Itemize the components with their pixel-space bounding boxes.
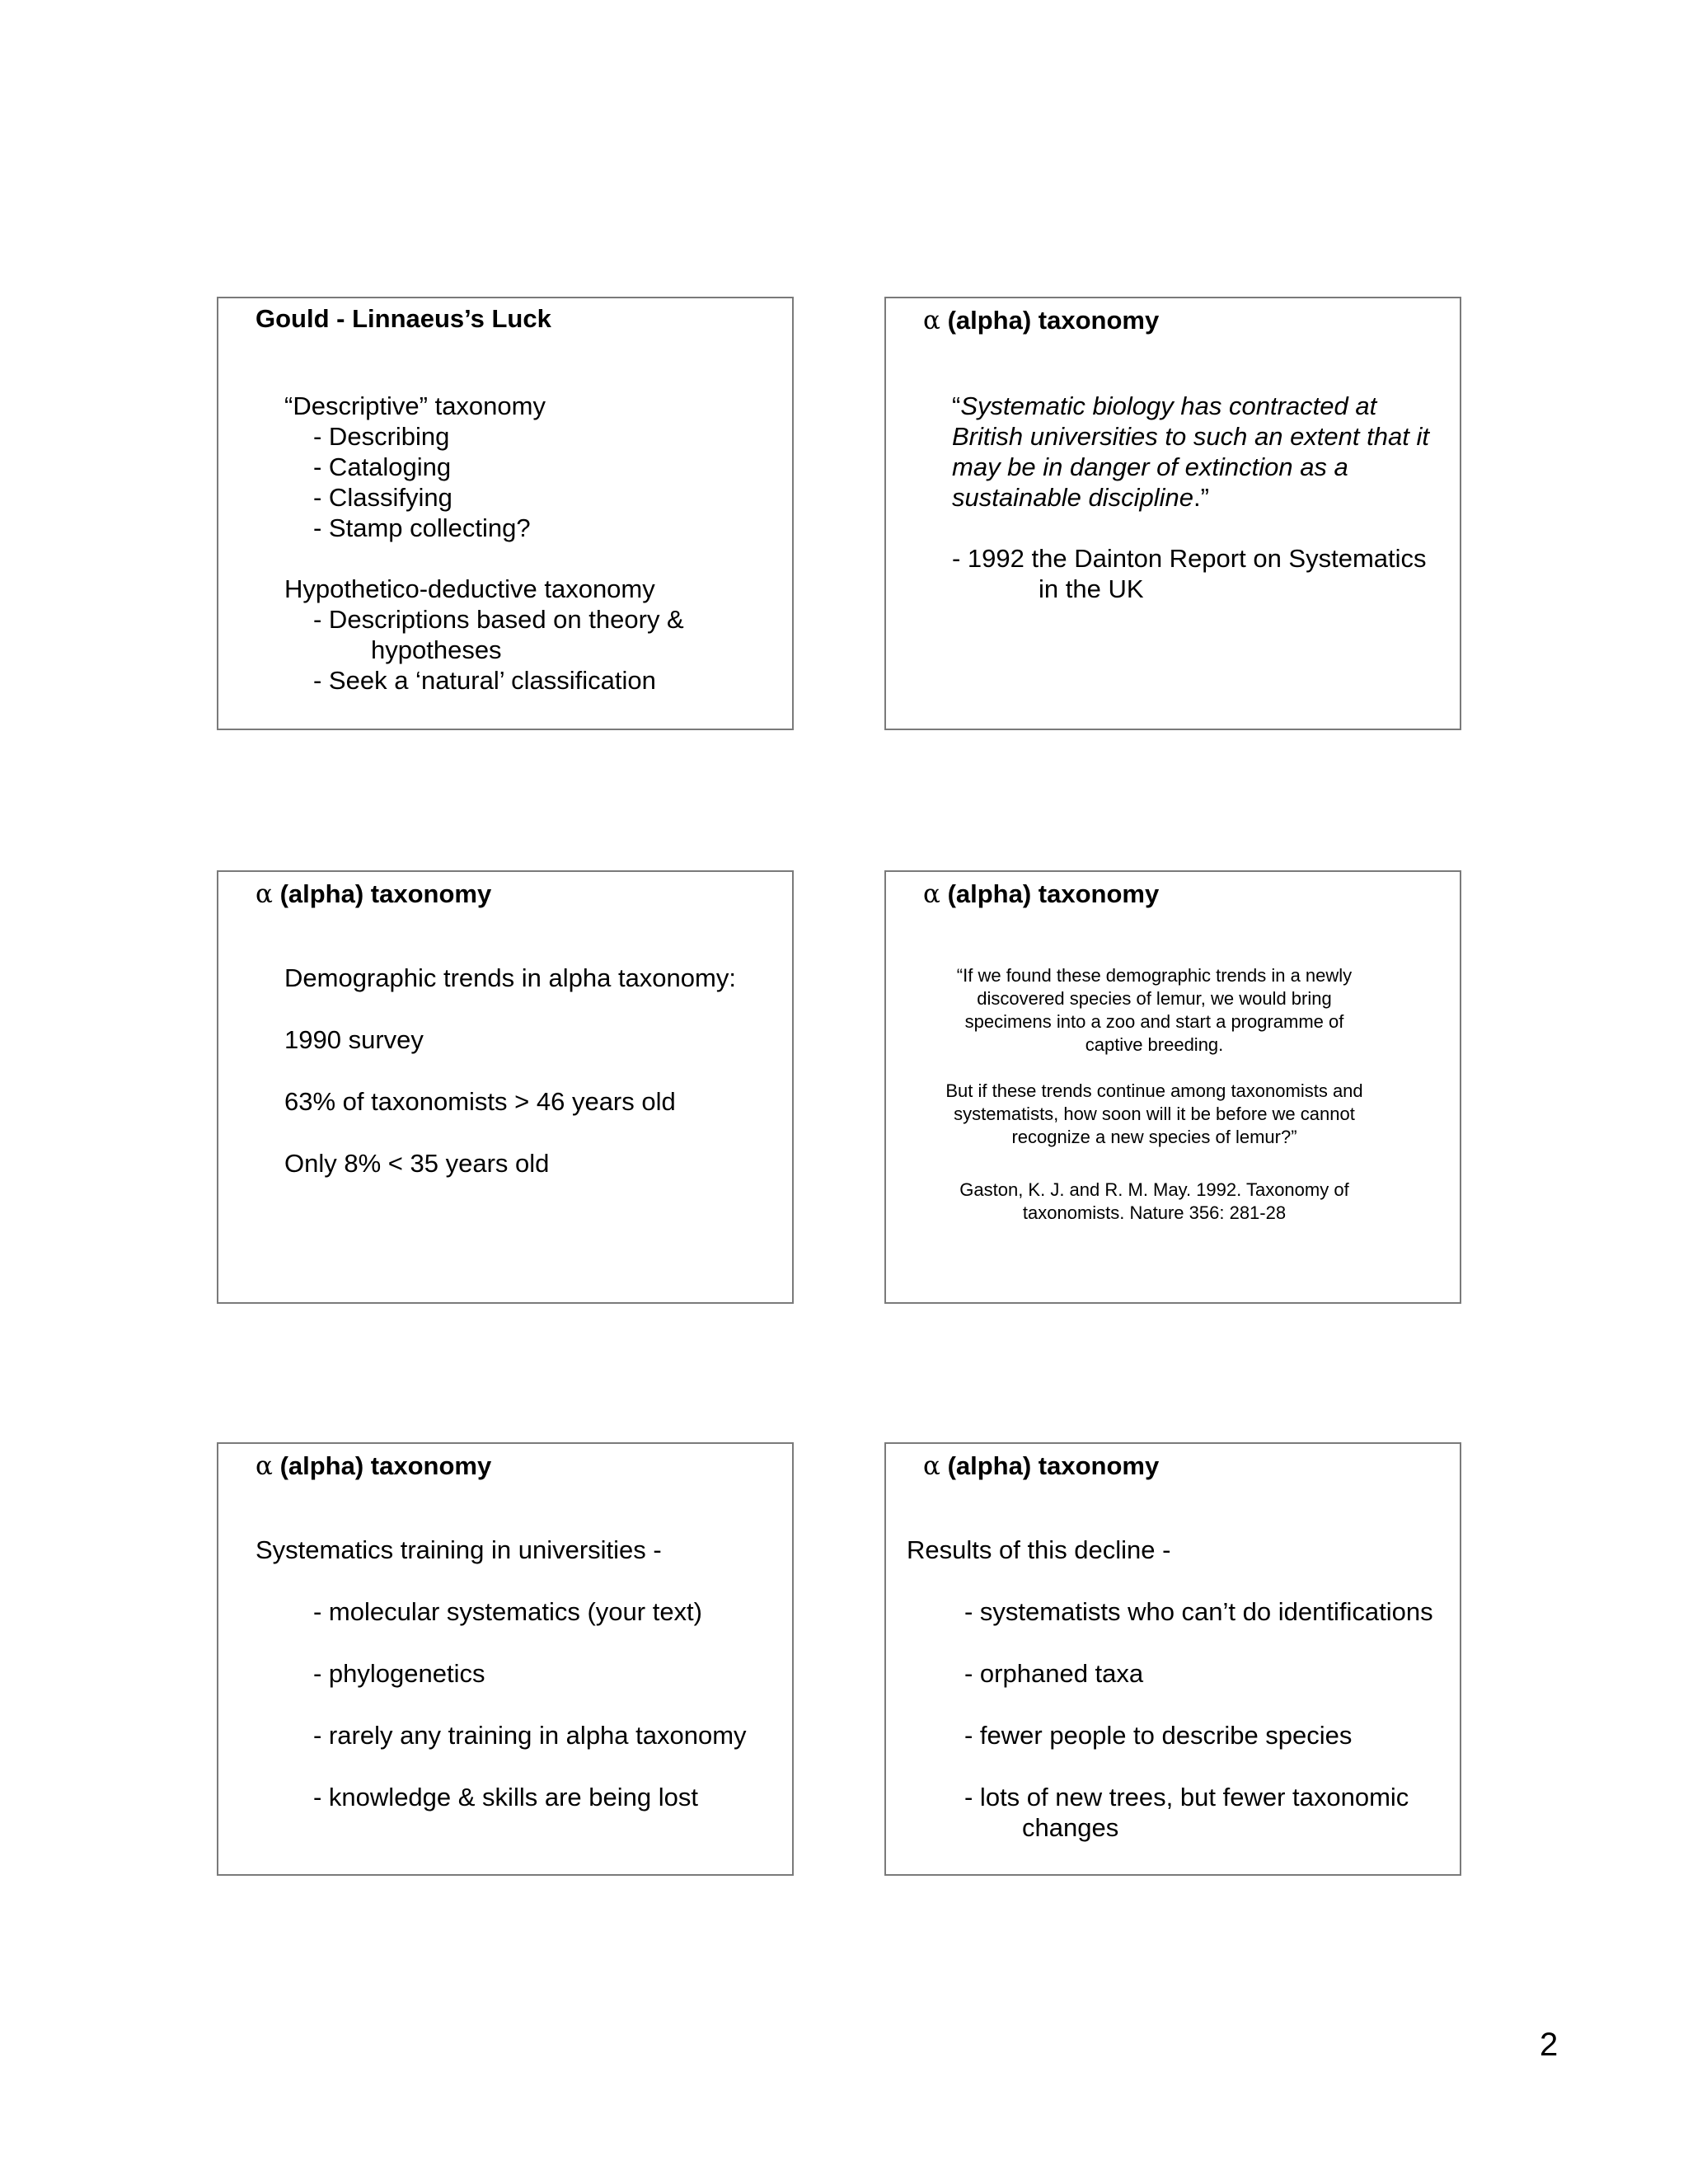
quote-line <box>952 482 1209 513</box>
citation-line: Gaston, K. J. and R. M. May. 1992. Taxonomy of <box>959 1179 1349 1200</box>
body-line: 63% of taxonomists > 46 years old <box>284 1087 676 1116</box>
body-line: Only 8% < 35 years old <box>284 1149 550 1178</box>
list-item: - phylogenetics <box>313 1659 485 1688</box>
source-line-continuation: in the UK <box>1039 574 1144 603</box>
slide-title <box>256 879 491 910</box>
slide-title: Gould - Linnaeus’s Luck <box>256 304 551 333</box>
slide-alpha-taxonomy-dainton <box>884 297 1461 730</box>
list-item: - Classifying <box>313 483 452 512</box>
list-item: - fewer people to describe species <box>964 1721 1353 1750</box>
list-item-continuation: hypotheses <box>371 635 502 664</box>
source-line: - 1992 the Dainton Report on Systematics <box>952 544 1427 573</box>
quote-line: “If we found these demographic trends in a newly <box>956 965 1353 986</box>
quote-line: recognize a new species of lemur?” <box>1011 1127 1297 1147</box>
citation-line: taxonomists. Nature 356: 281-28 <box>1022 1202 1287 1223</box>
intro-line: Results of this decline - <box>907 1535 1171 1564</box>
descriptive-heading: “Descriptive” taxonomy <box>284 391 546 420</box>
list-item: - lots of new trees, but fewer taxonomic <box>964 1783 1409 1811</box>
slide-gould-linnaeus <box>217 297 794 730</box>
list-item: - Descriptions based on theory & <box>313 605 684 634</box>
quote-open-mark: “ <box>952 391 961 420</box>
slide-title <box>923 879 1159 910</box>
body-line: Demographic trends in alpha taxonomy: <box>284 963 736 992</box>
list-item: - Cataloging <box>313 452 452 481</box>
quote-line: But if these trends continue among taxonomists and <box>945 1080 1363 1101</box>
slide-title-text: (alpha) taxonomy <box>947 1451 1160 1480</box>
slide-alpha-taxonomy-results <box>884 1442 1461 1876</box>
quote-close-mark: .” <box>1193 483 1209 512</box>
slide-title <box>923 305 1159 336</box>
intro-line: Systematics training in universities - <box>256 1535 662 1564</box>
alpha-symbol: α <box>923 306 940 335</box>
slide-title-text: (alpha) taxonomy <box>279 879 492 908</box>
slide-alpha-taxonomy-training <box>217 1442 794 1876</box>
quote-text: sustainable discipline <box>952 483 1193 512</box>
list-item: - molecular systematics (your text) <box>313 1597 702 1626</box>
alpha-symbol: α <box>923 879 940 909</box>
quote-line <box>952 391 1376 421</box>
slide-title <box>923 1451 1159 1482</box>
hypothetico-heading: Hypothetico-deductive taxonomy <box>284 574 655 603</box>
slide-alpha-taxonomy-demographics <box>217 870 794 1304</box>
list-item: - knowledge & skills are being lost <box>313 1783 698 1811</box>
quote-line: discovered species of lemur, we would bring <box>977 988 1332 1009</box>
list-item: - Describing <box>313 422 450 451</box>
alpha-symbol: α <box>923 1451 940 1481</box>
alpha-symbol: α <box>256 1451 273 1481</box>
slide-title-text: (alpha) taxonomy <box>279 1451 492 1480</box>
quote-line: may be in danger of extinction as a <box>952 452 1348 481</box>
list-item-continuation: changes <box>1022 1813 1119 1842</box>
list-item: - Stamp collecting? <box>313 513 531 542</box>
page-number: 2 <box>1540 2027 1559 2063</box>
quote-line: captive breeding. <box>1085 1034 1224 1055</box>
list-item: - rarely any training in alpha taxonomy <box>313 1721 747 1750</box>
quote-line: specimens into a zoo and start a programme of <box>964 1011 1344 1032</box>
list-item: - Seek a ‘natural’ classification <box>313 666 656 695</box>
slide-title-text: (alpha) taxonomy <box>947 879 1160 908</box>
quote-text: Systematic biology has contracted at <box>960 391 1377 420</box>
slide-title-text: (alpha) taxonomy <box>947 306 1160 335</box>
quote-line: systematists, how soon will it be before we cannot <box>954 1104 1355 1124</box>
slide-alpha-taxonomy-lemur-quote <box>884 870 1461 1304</box>
list-item: - systematists who can’t do identifications <box>964 1597 1433 1626</box>
slide-title <box>256 1451 491 1482</box>
body-line: 1990 survey <box>284 1025 424 1054</box>
quote-line: British universities to such an extent that it <box>952 422 1429 451</box>
alpha-symbol: α <box>256 879 273 909</box>
list-item: - orphaned taxa <box>964 1659 1144 1688</box>
